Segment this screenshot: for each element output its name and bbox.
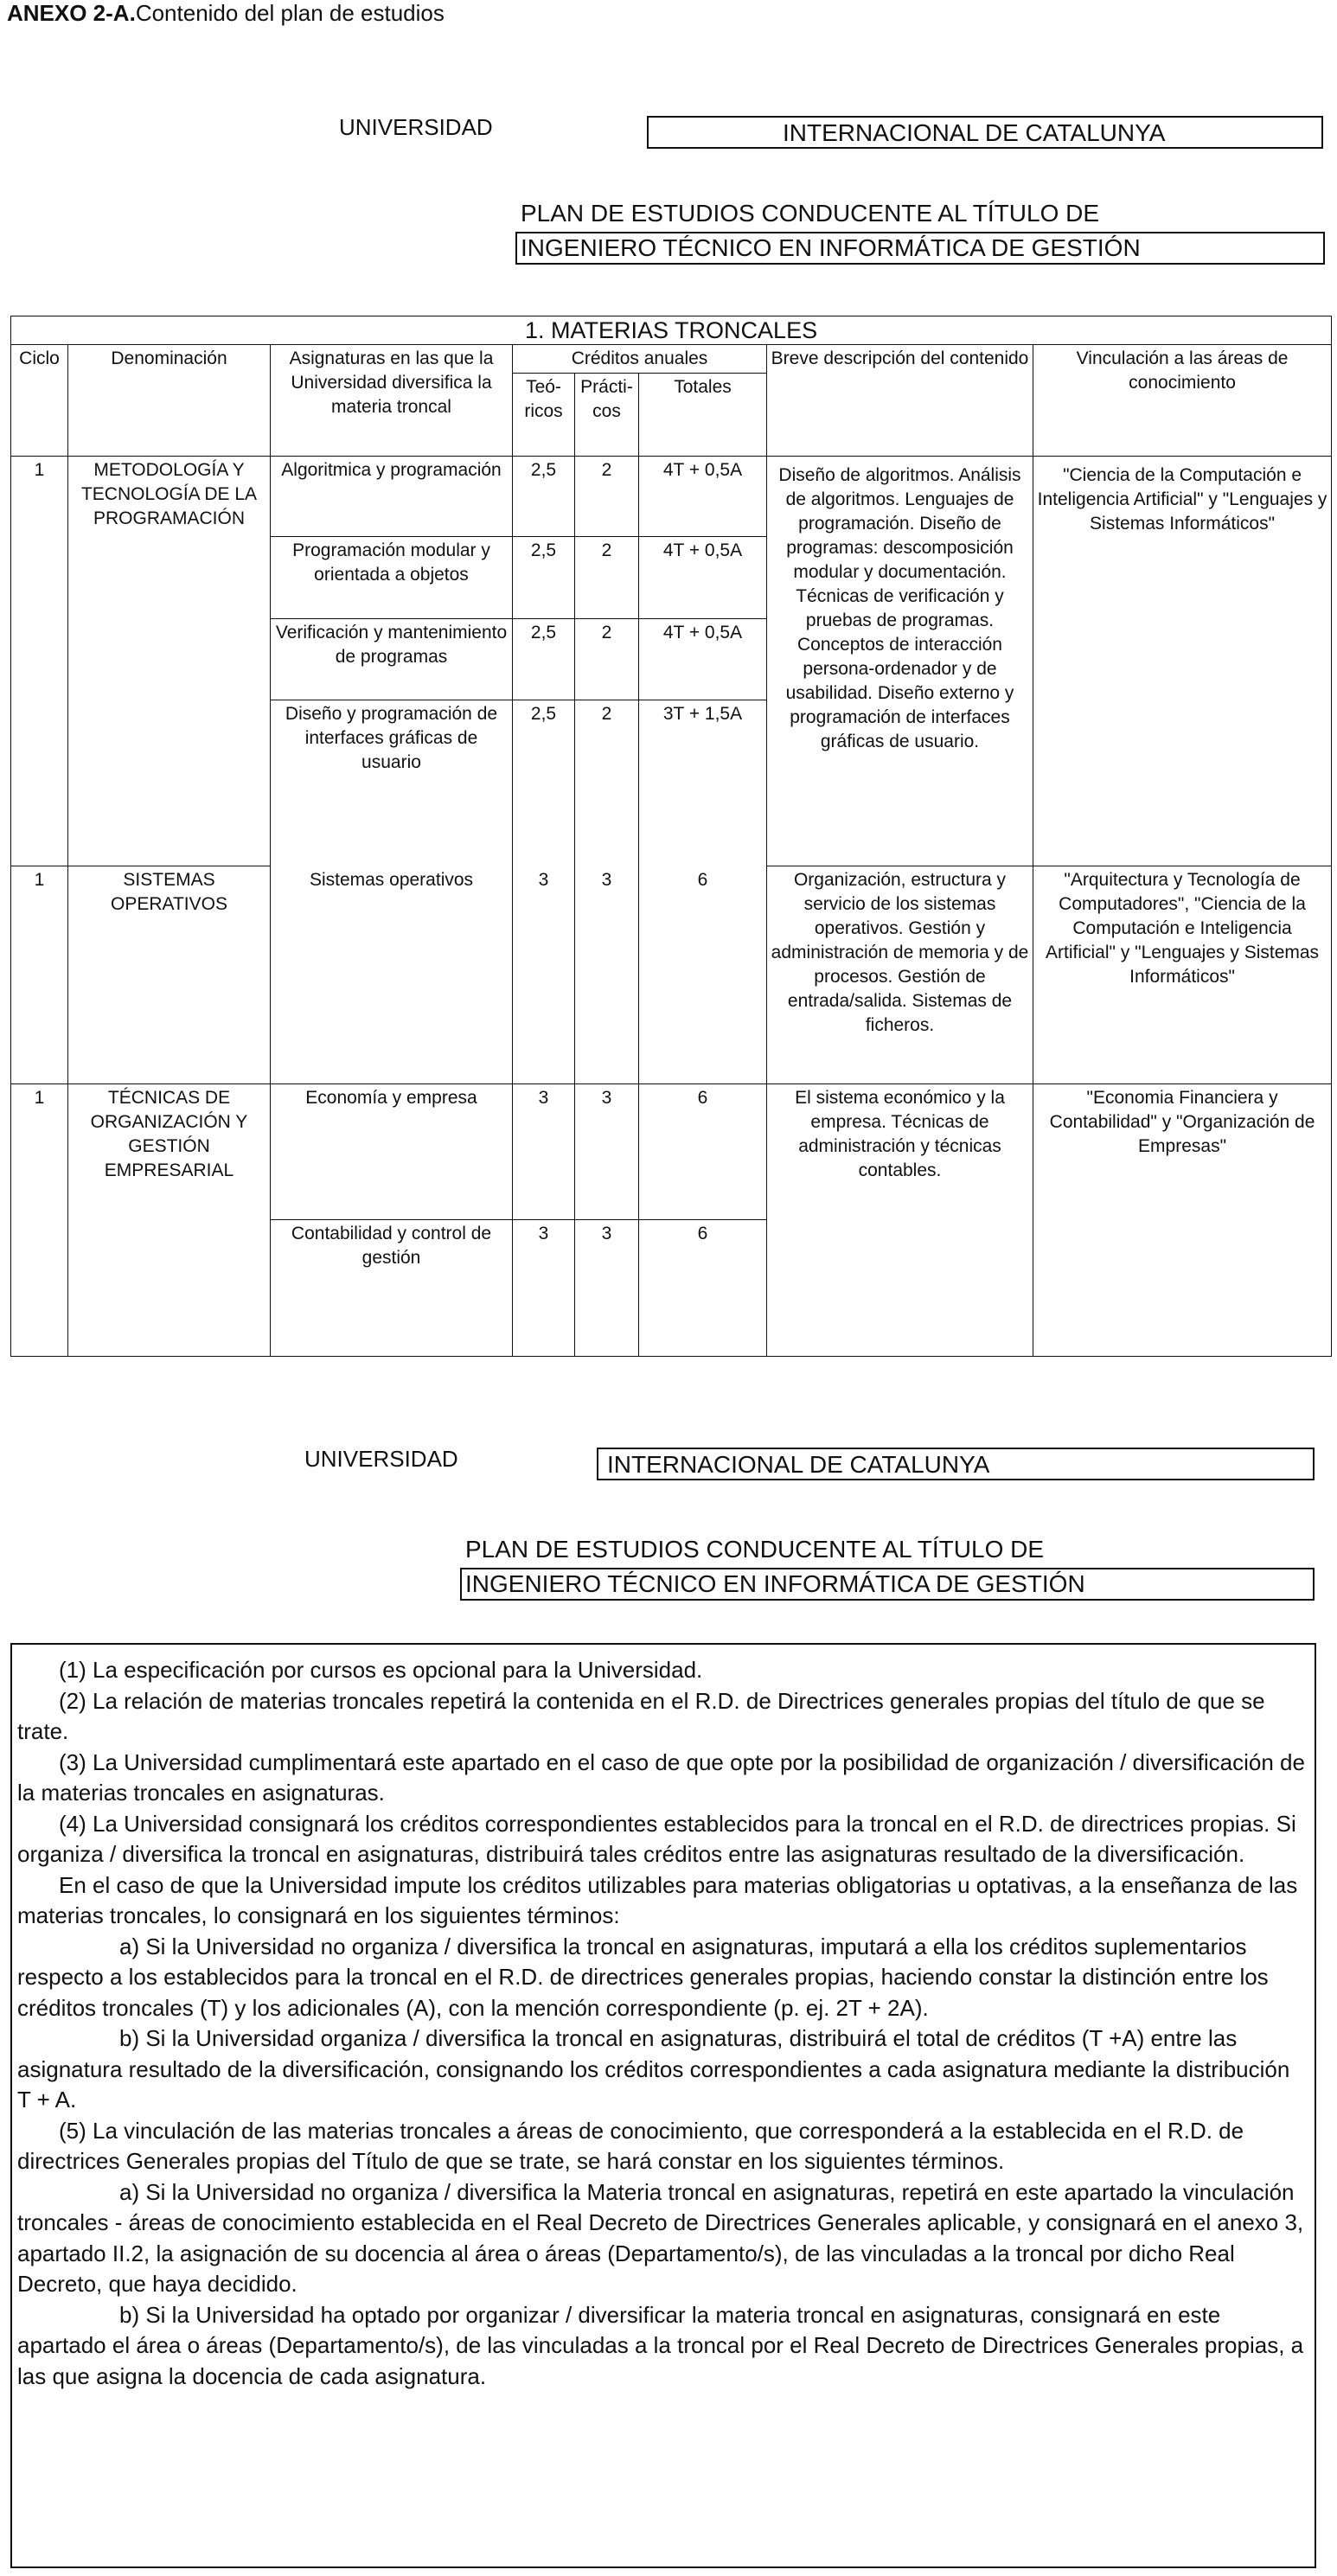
creditos-totales: 6	[639, 866, 767, 1084]
header-ciclo: Ciclo	[11, 345, 68, 457]
note-paragraph: (5) La vinculación de las materias troncales a áreas de conocimiento, que corresponderá a la establecida en el R.D. de directrices Generales propias del Título de que se trate, se hará constar en los siguientes términos.	[17, 2117, 1244, 2174]
creditos-totales: 6	[639, 1084, 767, 1220]
denominacion-cell: METODOLOGÍA Y TECNOLOGÍA DE LA PROGRAMACIÓN	[68, 457, 271, 866]
universidad-label: UNIVERSIDAD	[339, 114, 493, 140]
header-denominacion: Denominación	[68, 345, 271, 457]
ciclo-cell: 1	[11, 866, 68, 1084]
creditos-practicos: 3	[575, 1220, 639, 1357]
creditos-practicos: 2	[575, 700, 639, 866]
notes-box	[10, 1643, 1316, 2568]
ciclo-cell: 1	[11, 457, 68, 866]
descripcion-cell: Organización, estructura y servicio de los sistemas operativos. Gestión y administración de memoria y de procesos. Gestión de entrada/salida. Sistemas de ficheros.	[767, 866, 1033, 1084]
universidad-value-box: INTERNACIONAL DE CATALUNYA	[597, 1448, 1315, 1480]
plan-title-line1: PLAN DE ESTUDIOS CONDUCENTE AL TÍTULO DE	[521, 200, 1100, 227]
annex-prefix: ANEXO 2-A.	[7, 0, 136, 26]
plan-title-line2-box: INGENIERO TÉCNICO EN INFORMÁTICA DE GESTIÓN	[515, 232, 1325, 265]
plan-title-line2-box: INGENIERO TÉCNICO EN INFORMÁTICA DE GESTIÓN	[460, 1568, 1315, 1601]
denominacion-cell: TÉCNICAS DE ORGANIZACIÓN Y GESTIÓN EMPRESARIAL	[68, 1084, 271, 1357]
creditos-practicos: 2	[575, 457, 639, 537]
creditos-practicos: 2	[575, 619, 639, 700]
header-vinculacion: Vinculación a las áreas de conocimiento	[1033, 345, 1332, 457]
creditos-practicos: 3	[575, 1084, 639, 1220]
note-paragraph: (1) La especificación por cursos es opcional para la Universidad.	[59, 1657, 703, 1683]
header-totales: Totales	[639, 374, 767, 457]
header-teoricos: Teó-ricos	[513, 374, 575, 457]
materias-troncales-table	[10, 316, 1332, 1357]
annex-title	[7, 0, 445, 27]
asignatura-name: Verificación y mantenimiento de programas	[271, 619, 513, 700]
plan-title-line1: PLAN DE ESTUDIOS CONDUCENTE AL TÍTULO DE	[465, 1536, 1045, 1563]
creditos-totales: 4T + 0,5A	[639, 457, 767, 537]
universidad-label: UNIVERSIDAD	[304, 1446, 458, 1472]
asignatura-name: Sistemas operativos	[271, 866, 513, 1084]
creditos-teoricos: 2,5	[513, 537, 575, 619]
vinculacion-cell: "Arquitectura y Tecnología de Computadores", "Ciencia de la Computación e Inteligencia Artificial" y "Lenguajes y Sistemas Informáticos"	[1033, 866, 1332, 1084]
ciclo-cell: 1	[11, 1084, 68, 1357]
asignatura-name: Economía y empresa	[271, 1084, 513, 1220]
descripcion-cell: El sistema económico y la empresa. Técnicas de administración y técnicas contables.	[767, 1084, 1033, 1357]
annex-text: Contenido del plan de estudios	[135, 0, 445, 26]
vinculacion-cell: "Economia Financiera y Contabilidad" y "Organización de Empresas"	[1033, 1084, 1332, 1357]
asignatura-name: Contabilidad y control de gestión	[271, 1220, 513, 1357]
creditos-teoricos: 3	[513, 866, 575, 1084]
header-creditos: Créditos anuales	[513, 345, 767, 374]
note-paragraph: En el caso de que la Universidad impute los créditos utilizables para materias obligatorias u optativas, a la enseñanza de las materias troncales, lo consignará en los siguientes términos:	[17, 1871, 1298, 1928]
creditos-totales: 4T + 0,5A	[639, 619, 767, 700]
asignatura-name: Programación modular y orientada a objetos	[271, 537, 513, 619]
creditos-totales: 6	[639, 1220, 767, 1357]
asignatura-name: Diseño y programación de interfaces gráficas de usuario	[271, 700, 513, 866]
descripcion-cell: Diseño de algoritmos. Análisis de algoritmos. Lenguajes de programación. Diseño de programas: descomposición modular y documentación. Técnicas de verificación y pruebas de programas. Conceptos de interacción persona-ordenador y de usabilidad. Diseño externo y programación de interfaces gráficas de usuario.	[767, 457, 1033, 866]
note-paragraph: (2) La relación de materias troncales repetirá la contenida en el R.D. de Directrices generales propias del título de que se trate.	[17, 1687, 1265, 1744]
header-descripcion: Breve descripción del contenido	[767, 345, 1033, 457]
header-practicos: Prácti-cos	[575, 374, 639, 457]
creditos-totales: 3T + 1,5A	[639, 700, 767, 866]
table-title: 1. MATERIAS TRONCALES	[11, 316, 1332, 345]
creditos-teoricos: 2,5	[513, 619, 575, 700]
creditos-teoricos: 3	[513, 1084, 575, 1220]
vinculacion-cell: "Ciencia de la Computación e Inteligencia Artificial" y "Lenguajes y Sistemas Informáticos"	[1033, 457, 1332, 866]
header-asignaturas: Asignaturas en las que la Universidad diversifica la materia troncal	[271, 345, 513, 457]
asignatura-name: Algoritmica y programación	[271, 457, 513, 537]
denominacion-cell: SISTEMAS OPERATIVOS	[68, 866, 271, 1084]
note-paragraph: (3) La Universidad cumplimentará este apartado en el caso de que opte por la posibilidad de organización / diversificación de la materias troncales en asignaturas.	[17, 1748, 1305, 1806]
note-paragraph: (4) La Universidad consignará los créditos correspondientes establecidos para la troncal en el R.D. de directrices propias. Si organiza / diversifica la troncal en asignaturas, distribuirá tales créditos entre las asignaturas resultado de la diversificación.	[17, 1810, 1296, 1867]
creditos-practicos: 2	[575, 537, 639, 619]
universidad-value-box: INTERNACIONAL DE CATALUNYA	[647, 116, 1323, 149]
creditos-totales: 4T + 0,5A	[639, 537, 767, 619]
creditos-teoricos: 2,5	[513, 700, 575, 866]
creditos-practicos: 3	[575, 866, 639, 1084]
creditos-teoricos: 2,5	[513, 457, 575, 537]
note-paragraph: a) Si la Universidad no organiza / diversifica la troncal en asignaturas, imputará a ella los créditos suplementarios respecto a los establecidos para la troncal en el R.D. de directrices generales propias, haciendo constar la distinción entre los créditos troncales (T) y los adicionales (A), con la mención correspondiente (p. ej. 2T + 2A).	[17, 1933, 1269, 2021]
creditos-teoricos: 3	[513, 1220, 575, 1357]
note-paragraph: b) Si la Universidad ha optado por organizar / diversificar la materia troncal en asignaturas, consignará en este apartado el área o áreas (Departamento/s), de las vinculadas a la troncal por el Real Decreto de Directrices Generales propias, a las que asigna la docencia de cada asignatura.	[17, 2301, 1304, 2389]
note-paragraph: b) Si la Universidad organiza / diversifica la troncal en asignaturas, distribuirá el total de créditos (T +A) entre las asignatura resultado de la diversificación, consignando los créditos correspondientes a cada asignatura mediante la distribución T + A.	[17, 2025, 1290, 2113]
note-paragraph: a) Si la Universidad no organiza / diversifica la Materia troncal en asignaturas, repetirá en este apartado la vinculación troncales - áreas de conocimiento establecida en el Real Decreto de Directrices Generales aplicable, y consignará en el anexo 3, apartado II.2, la asignación de su docencia al área o áreas (Departamento/s), de las vinculadas a la troncal por dicho Real Decreto, que haya decidido.	[17, 2178, 1304, 2297]
